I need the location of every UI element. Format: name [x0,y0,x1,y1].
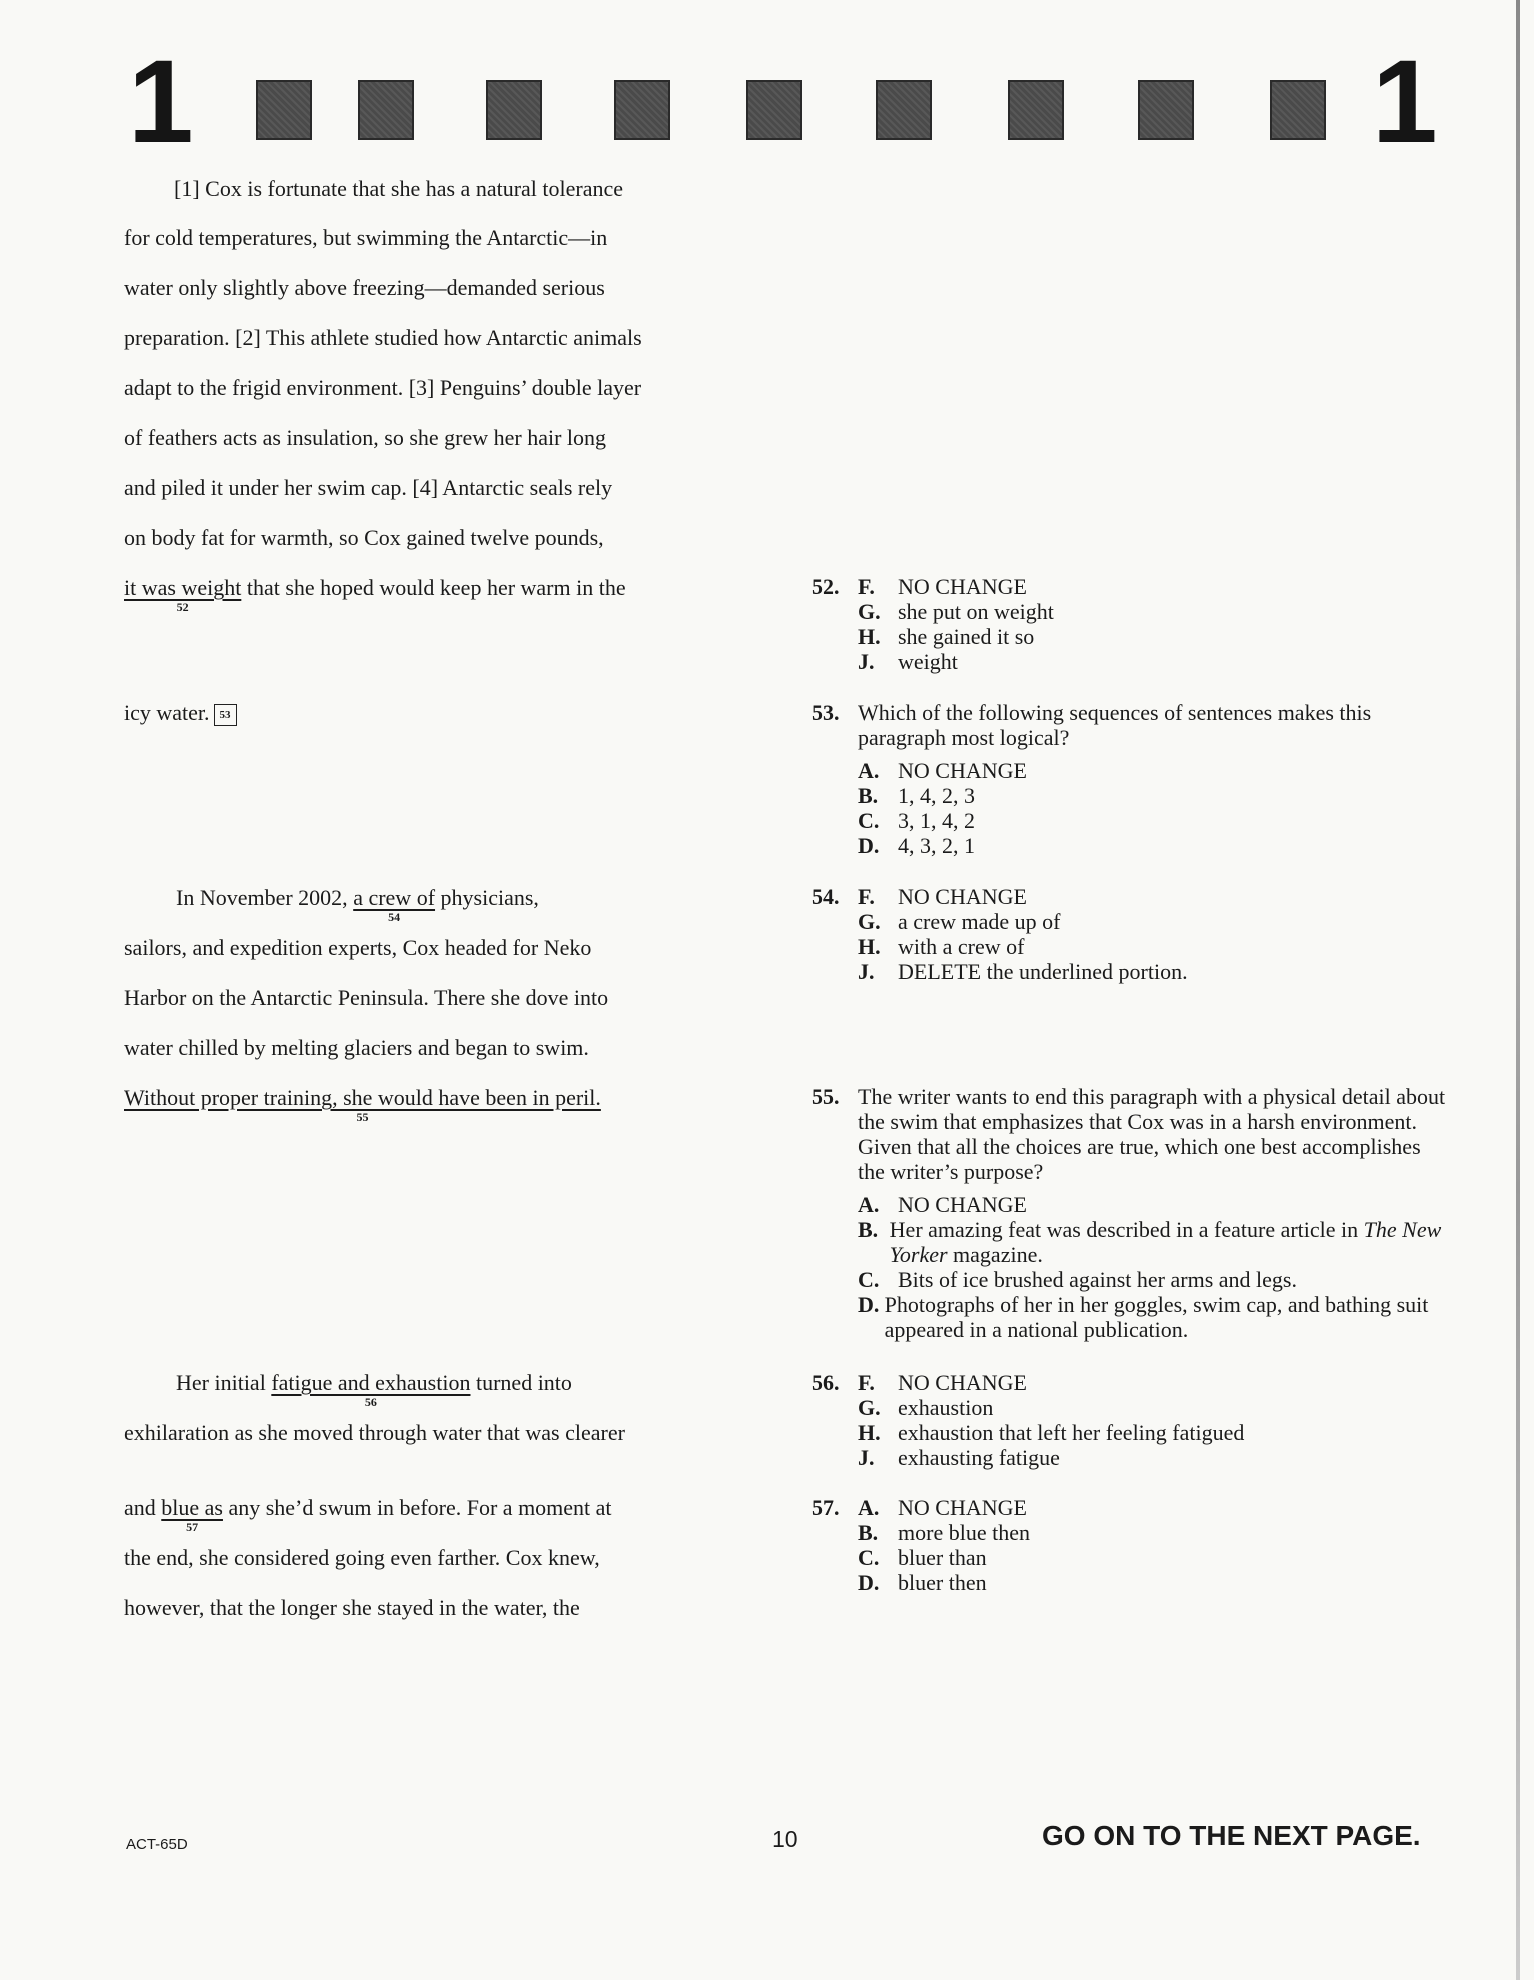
question-stem: Which of the following sequences of sentences makes this paragraph most logical? [858,700,1372,750]
passage-line-52: it was weight 52 that she hoped would keep her warm in the [124,575,626,614]
answer-option-j[interactable]: J. weight [858,649,958,674]
passage-line-56: Her initial fatigue and exhaustion 56 turned into [176,1370,572,1409]
answer-option-g[interactable]: G. she put on weight [858,599,1054,624]
question-52 [812,574,1452,674]
answer-option-d[interactable]: D. Photographs of her in her goggles, swim cap, and bathing suit appeared in a national publication. [858,1292,1429,1342]
answer-option-h[interactable]: H. exhaustion that left her feeling fatigued [858,1420,1245,1445]
header-square [486,80,542,140]
question-number: 54. [812,884,840,909]
header-square [1270,80,1326,140]
header-square [1008,80,1064,140]
question-ref-57: 57 [186,1520,199,1534]
answer-option-g[interactable]: G. a crew made up of [858,909,1061,934]
question-number: 53. [812,700,840,725]
header-square [876,80,932,140]
go-on-notice: GO ON TO THE NEXT PAGE. [1042,1820,1421,1851]
question-ref-55: 55 [356,1110,369,1124]
answer-option-h[interactable]: H. with a crew of [858,934,1025,959]
question-ref-54: 54 [388,910,401,924]
underlined-portion-52: it was weight 52 [124,575,242,614]
answer-option-a[interactable]: A. NO CHANGE [858,1192,1027,1217]
question-54 [812,884,1452,984]
answer-option-g[interactable]: G. exhaustion [858,1395,994,1420]
passage-line: preparation. [2] This athlete studied how Antarctic animals [124,325,642,350]
answer-option-b[interactable]: B. Her amazing feat was described in a feature article in The New Yorker magazine. [858,1217,1442,1267]
boxed-question-ref-53: 53 [214,704,237,726]
answer-option-h[interactable]: H. she gained it so [858,624,1035,649]
scan-edge [1516,0,1520,1980]
header-square [1138,80,1194,140]
magazine-title: The New Yorker [889,1217,1442,1267]
question-number: 56. [812,1370,840,1395]
answer-option-c[interactable]: C. bluer than [858,1545,987,1570]
question-ref-52: 52 [176,600,189,614]
underlined-portion-57: blue as 57 [161,1495,223,1534]
form-id: ACT-65D [126,1836,188,1853]
passage-line: [1] Cox is fortunate that she has a natural tolerance [174,176,624,201]
passage-line-53: icy water. 53 [124,700,237,726]
header-square [256,80,312,140]
answer-option-f[interactable]: F. NO CHANGE [858,1370,1027,1395]
section-header [0,36,1534,168]
answer-option-j[interactable]: J. exhausting fatigue [858,1445,1060,1470]
answer-option-f[interactable]: F. NO CHANGE [858,884,1027,909]
passage-line: the end, she considered going even farther. Cox knew, [124,1545,600,1570]
header-square [746,80,802,140]
passage-line: however, that the longer she stayed in the water, the [124,1595,580,1620]
question-number: 52. [812,574,840,599]
question-55 [812,1084,1452,1342]
passage-line: on body fat for warmth, so Cox gained twelve pounds, [124,525,604,550]
passage-line: water only slightly above freezing—demanded serious [124,275,605,300]
question-56 [812,1370,1452,1470]
passage-line: adapt to the frigid environment. [3] Penguins’ double layer [124,375,642,400]
passage-line-54: In November 2002, a crew of 54 physicians, [176,885,539,924]
passage-line: Harbor on the Antarctic Peninsula. There she dove into [124,985,609,1010]
answer-option-j[interactable]: J. DELETE the underlined portion. [858,959,1188,984]
passage-line: and piled it under her swim cap. [4] Antarctic seals rely [124,475,613,500]
answer-option-d[interactable]: D. bluer then [858,1570,987,1595]
section-number-left: 1 [128,36,194,168]
passage-line: exhilaration as she moved through water that was clearer [124,1420,625,1445]
question-number: 57. [812,1495,840,1520]
passage-line-57: and blue as 57 any she’d swum in before. For a moment at [124,1495,612,1534]
answer-option-a[interactable]: A. NO CHANGE [858,758,1027,783]
underlined-portion-55: Without proper training, she would have been in peril. 55 [124,1085,601,1124]
underlined-portion-56: fatigue and exhaustion 56 [271,1370,471,1409]
answer-option-b[interactable]: B. more blue then [858,1520,1030,1545]
answer-option-b[interactable]: B. 1, 4, 2, 3 [858,783,975,808]
question-53 [812,700,1452,858]
header-square [358,80,414,140]
passage-line-55 [124,1085,601,1124]
question-ref-56: 56 [364,1395,377,1409]
section-number-right: 1 [1372,36,1438,168]
question-stem: The writer wants to end this paragraph with a physical detail about the swim that emphasizes that Cox was in a harsh environment. Given that all the choices are true, which one best accomplishes the writer’s purpose? [858,1084,1446,1184]
question-57 [812,1495,1452,1595]
passage-line: sailors, and expedition experts, Cox headed for Neko [124,935,592,960]
answer-option-d[interactable]: D. 4, 3, 2, 1 [858,833,975,858]
answer-option-a[interactable]: A. NO CHANGE [858,1495,1027,1520]
passage-line: water chilled by melting glaciers and began to swim. [124,1035,589,1060]
passage-line: of feathers acts as insulation, so she grew her hair long [124,425,607,450]
page-number: 10 [772,1826,798,1852]
header-square [614,80,670,140]
question-number: 55. [812,1084,840,1109]
answer-option-f[interactable]: F. NO CHANGE [858,574,1027,599]
underlined-portion-54: a crew of 54 [353,885,436,924]
passage-line: for cold temperatures, but swimming the Antarctic—in [124,225,608,250]
answer-option-c[interactable]: C. 3, 1, 4, 2 [858,808,975,833]
answer-option-c[interactable]: C. Bits of ice brushed against her arms and legs. [858,1267,1297,1292]
